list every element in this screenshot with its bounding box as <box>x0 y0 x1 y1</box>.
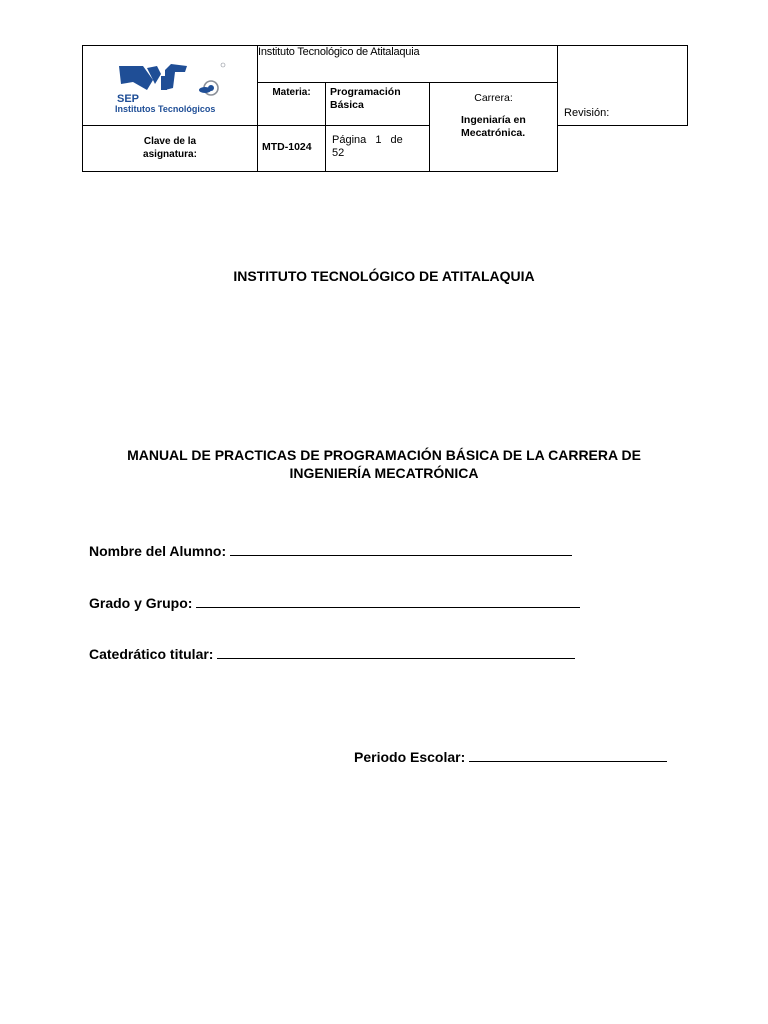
pagina-cell <box>326 125 430 171</box>
field-periodo-escolar-label: Periodo Escolar: <box>354 749 466 765</box>
field-catedratico-label: Catedrático titular: <box>89 646 214 662</box>
logo-text-sep: SEP <box>117 93 140 105</box>
field-grado-grupo-label: Grado y Grupo: <box>89 595 193 611</box>
field-catedratico-line[interactable] <box>217 645 575 659</box>
materia-value-line2: Básica <box>330 99 364 111</box>
carrera-value-line1: Ingeniaría en <box>461 114 526 126</box>
revision-cell: Revisión: <box>558 102 688 126</box>
materia-value-line1: Programación <box>330 86 401 98</box>
pagina-current: 1 <box>375 133 382 146</box>
clave-label-line2: asignatura: <box>143 148 197 160</box>
clave-value: MTD-1024 <box>258 125 326 171</box>
field-grado-grupo <box>89 594 580 612</box>
manual-title-line2: INGENIERÍA MECATRÓNICA <box>289 465 479 481</box>
document-header-table <box>82 45 688 172</box>
field-nombre-alumno-line[interactable] <box>230 542 572 556</box>
field-nombre-alumno-label: Nombre del Alumno: <box>89 543 227 559</box>
blank-top-right <box>558 46 688 102</box>
institute-title: Instituto Tecnológico de Atitalaquia <box>258 46 558 83</box>
clave-label-line1: Clave de la <box>143 135 197 147</box>
pagina-label: Página <box>332 133 367 146</box>
field-grado-grupo-line[interactable] <box>196 594 580 608</box>
pagina-of: de <box>390 133 403 146</box>
clave-label <box>83 125 258 171</box>
carrera-cell <box>430 83 558 172</box>
field-catedratico <box>89 645 575 663</box>
sep-logo <box>113 60 233 120</box>
logo-cell <box>83 46 258 126</box>
carrera-label: Carrera: <box>474 92 513 104</box>
institute-heading: INSTITUTO TECNOLÓGICO DE ATITALAQUIA <box>233 268 535 284</box>
materia-value <box>326 83 430 126</box>
pagina-total: 52 <box>332 146 345 159</box>
field-nombre-alumno <box>89 542 572 560</box>
materia-label: Materia: <box>258 83 326 126</box>
manual-title-line1: MANUAL DE PRACTICAS DE PROGRAMACIÓN BÁSICA DE LA CARRERA DE <box>127 447 641 463</box>
carrera-value-line2: Mecatrónica. <box>461 127 526 139</box>
field-periodo-escolar <box>354 748 667 766</box>
logo-text-institutos: Institutos Tecnológicos <box>115 104 216 114</box>
field-periodo-escolar-line[interactable] <box>469 748 667 762</box>
